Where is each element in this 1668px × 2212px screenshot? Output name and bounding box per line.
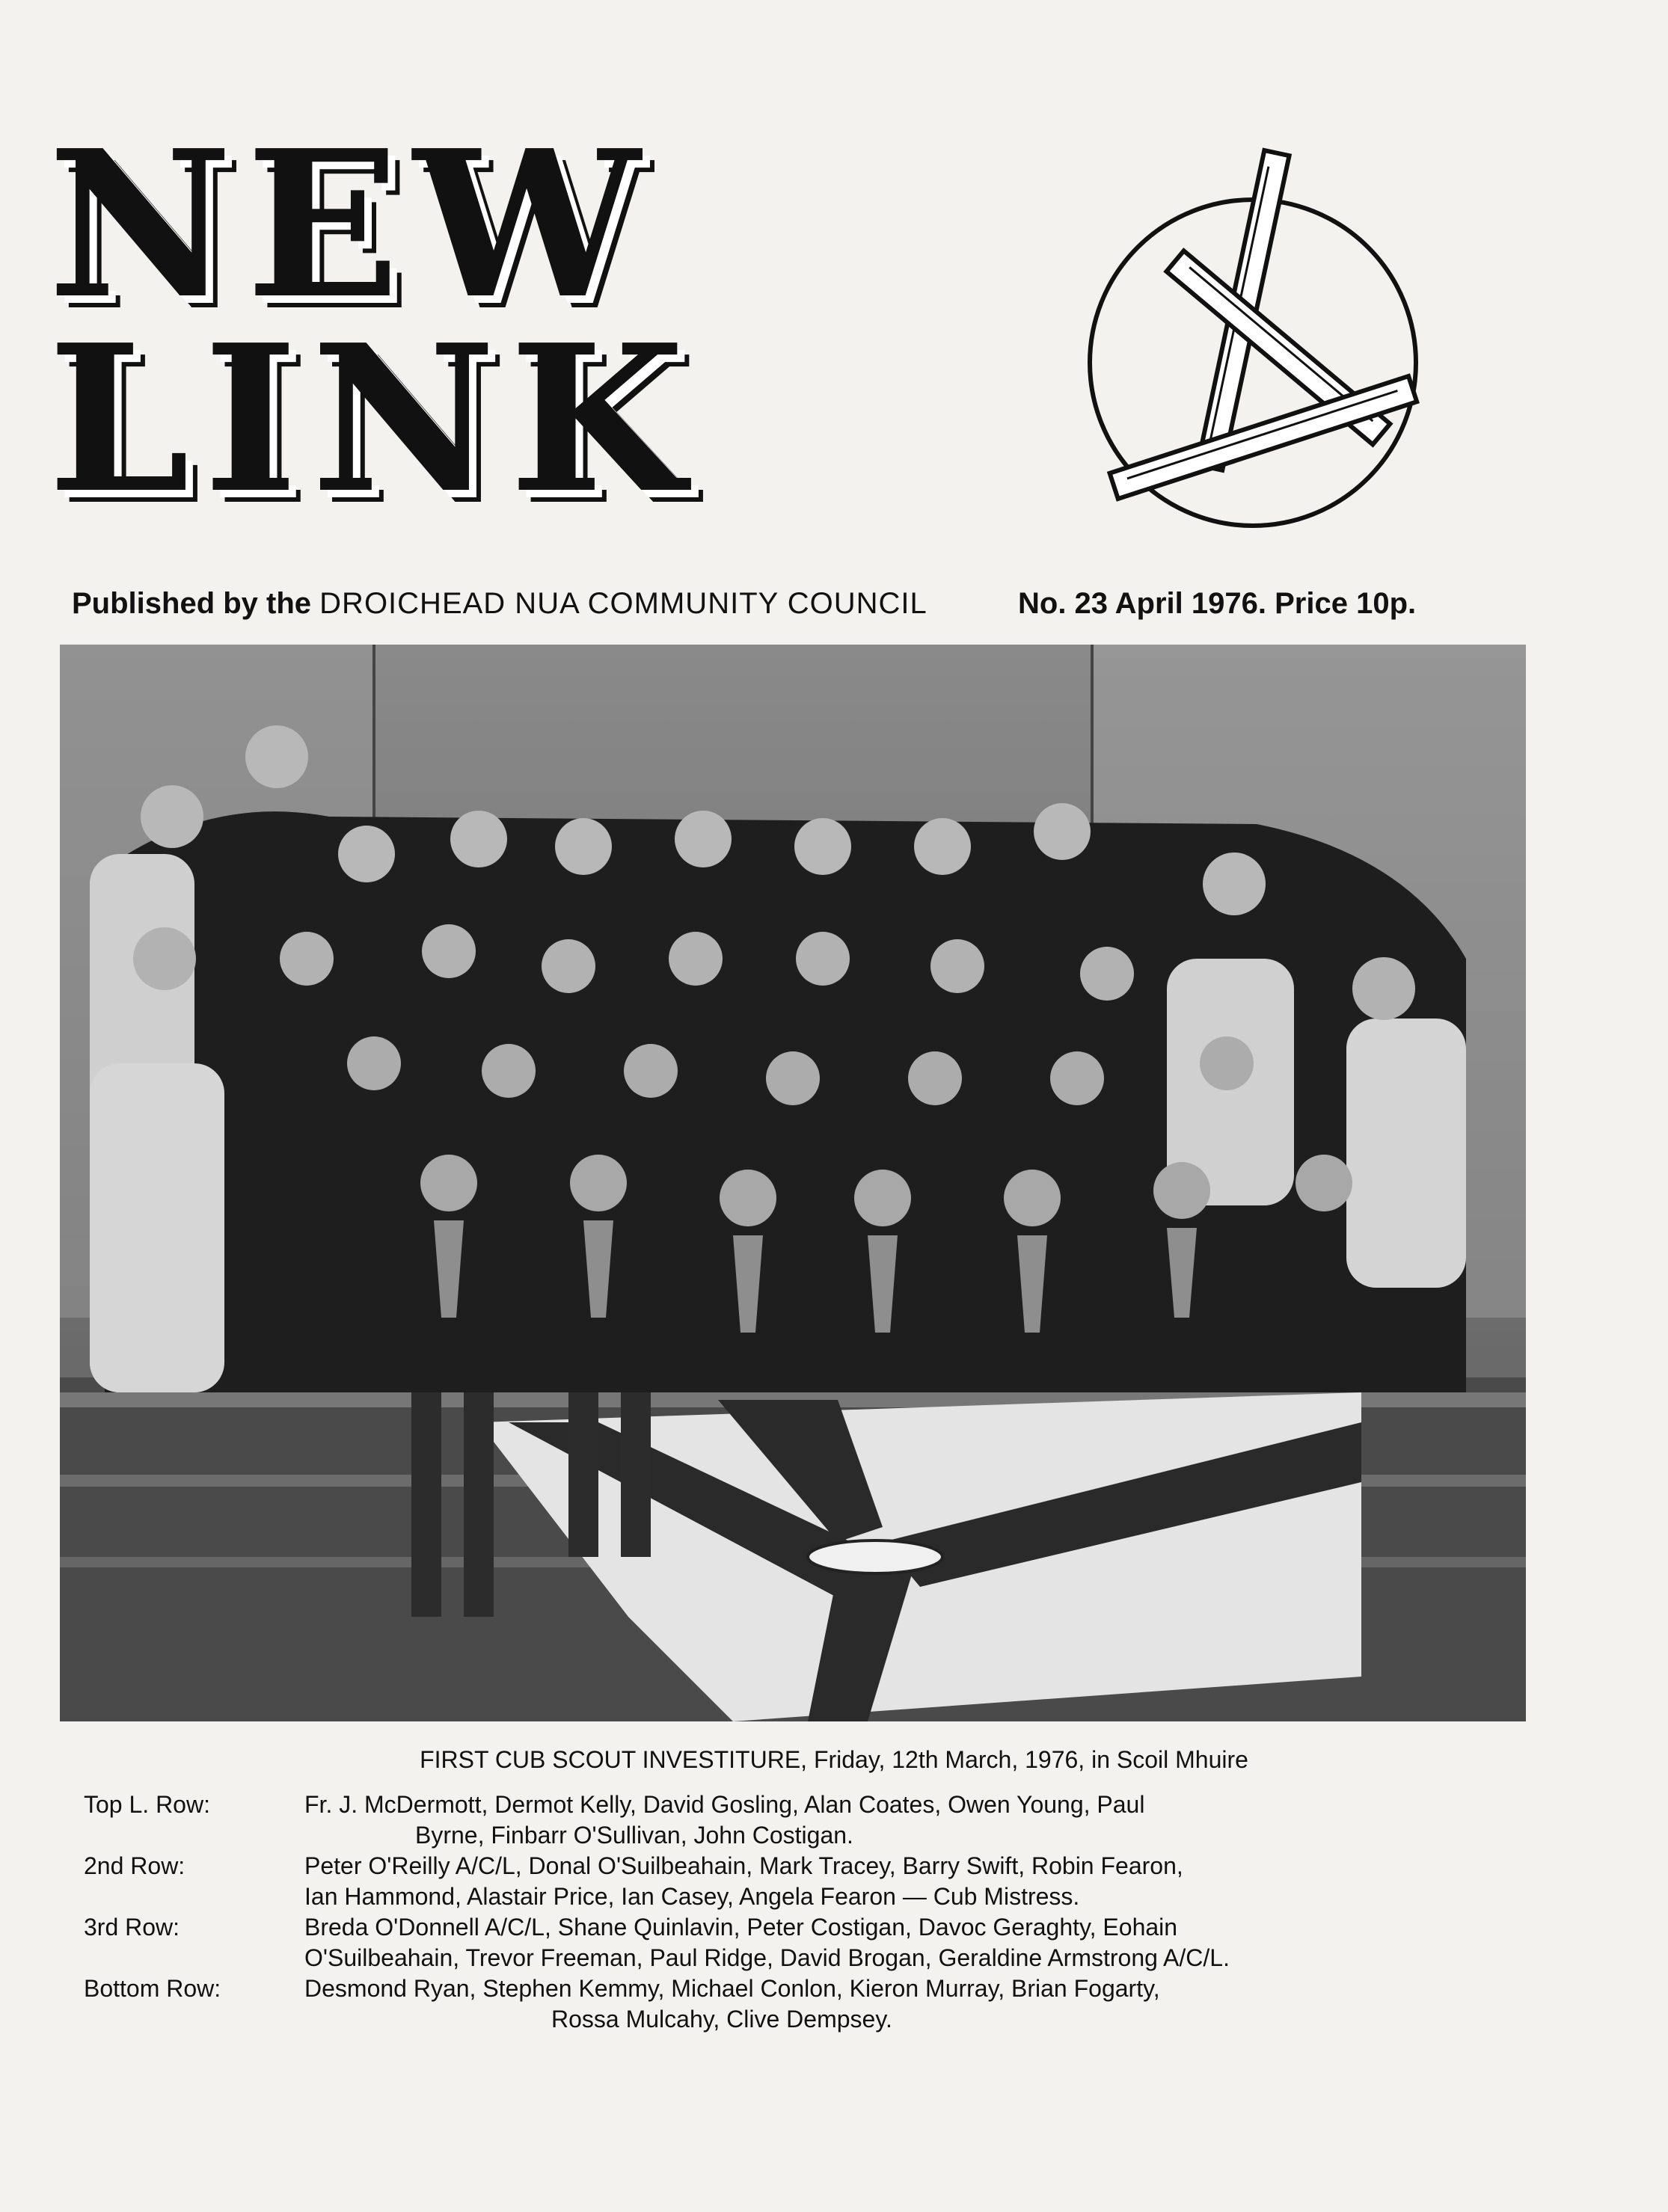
- masthead-line-2: LINK: [48, 300, 699, 538]
- name-roster: [84, 1789, 1580, 2035]
- roster-row-label: Top L. Row:: [84, 1791, 210, 1818]
- masthead-title: [48, 105, 886, 538]
- roster-row-bottom: [84, 1973, 1580, 2035]
- roster-row-2nd: [84, 1851, 1580, 1912]
- roster-row-label: Bottom Row:: [84, 1975, 221, 2002]
- roster-row-names-cont: O'Suilbeahain, Trevor Freeman, Paul Ridge, David Brogan, Geraldine Armstrong A/C/L.: [304, 1944, 1230, 1971]
- roster-row-label: 3rd Row:: [84, 1914, 180, 1941]
- publisher-credit: [72, 587, 927, 621]
- crossed-sticks-logo-icon: [1077, 142, 1429, 546]
- roster-row-names-cont: Rossa Mulcahy, Clive Dempsey.: [551, 2006, 892, 2033]
- masthead-line-1: NEW: [48, 105, 654, 343]
- roster-row-names: Fr. J. McDermott, Dermot Kelly, David Gosling, Alan Coates, Owen Young, Paul: [304, 1791, 1145, 1818]
- price: Price 10p.: [1275, 587, 1417, 620]
- roster-row-3rd: [84, 1912, 1580, 1973]
- publisher-prefix: Published by the: [72, 587, 312, 620]
- photo-caption-title: FIRST CUB SCOUT INVESTITURE, Friday, 12th March, 1976, in Scoil Mhuire: [420, 1746, 1248, 1773]
- group-photo: [60, 645, 1526, 1721]
- roster-row-names: Desmond Ryan, Stephen Kemmy, Michael Conlon, Kieron Murray, Brian Fogarty,: [304, 1975, 1160, 2002]
- roster-row-names: Breda O'Donnell A/C/L, Shane Quinlavin, Peter Costigan, Davoc Geraghty, Eohain: [304, 1914, 1178, 1941]
- roster-row-names: Peter O'Reilly A/C/L, Donal O'Suilbeahain, Mark Tracey, Barry Swift, Robin Fearon,: [304, 1852, 1183, 1879]
- roster-row-top: [84, 1789, 1580, 1851]
- publisher-name: DROICHEAD NUA COMMUNITY COUNCIL: [319, 587, 927, 620]
- roster-row-label: 2nd Row:: [84, 1852, 185, 1879]
- issue-info: [1018, 587, 1416, 621]
- issue-number: No. 23 April 1976.: [1018, 587, 1266, 620]
- roster-row-names-cont: Ian Hammond, Alastair Price, Ian Casey, Angela Fearon — Cub Mistress.: [304, 1883, 1080, 1910]
- roster-row-names-cont: Byrne, Finbarr O'Sullivan, John Costigan.: [415, 1822, 853, 1849]
